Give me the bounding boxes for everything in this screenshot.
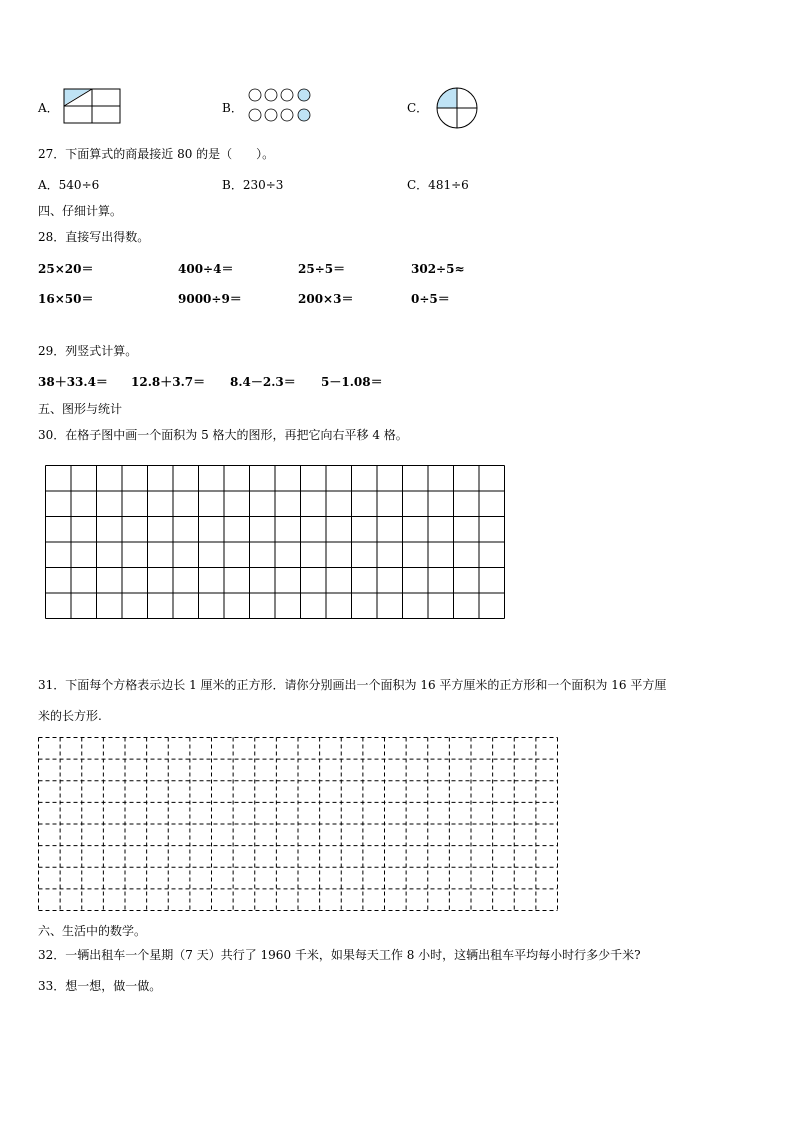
q27-option-a: A．540÷6 (38, 178, 100, 192)
q26-option-a-figure (63, 88, 121, 124)
q28-item: 9000÷9＝ (178, 292, 242, 306)
q26-option-a-label: A． (38, 101, 59, 115)
q30-solid-grid[interactable] (45, 465, 505, 619)
q29-item: 12.8＋3.7＝ (131, 375, 206, 389)
q26-a-shaded-triangle (64, 89, 91, 105)
q29-item: 5－1.08＝ (321, 375, 383, 389)
q26-option-b-figure (248, 88, 314, 124)
q31-dashed-grid[interactable] (38, 737, 558, 911)
q31-question-line-2: 米的长方形. (38, 709, 102, 723)
q28-question: 28．直接写出得数。 (38, 230, 150, 244)
q31-question-line-1: 31．下面每个方格表示边长 1 厘米的正方形．请你分别画出一个面积为 16 平方厘米的正方形和一个面积为 16 平方厘 (38, 678, 667, 692)
q26-b-shaded-circle-2 (298, 109, 310, 121)
q33-question: 33．想一想，做一做。 (38, 979, 162, 993)
section-5-title: 五、图形与统计 (38, 402, 123, 416)
q26-b-shaded-circle-1 (298, 89, 310, 101)
q28-item: 0÷5＝ (411, 292, 450, 306)
q30-question: 30．在格子图中画一个面积为 5 格大的图形，再把它向右平移 4 格。 (38, 428, 408, 442)
q28-item: 25×20＝ (38, 262, 94, 276)
q29-item: 38＋33.4＝ (38, 375, 108, 389)
q29-item: 8.4－2.3＝ (230, 375, 296, 389)
q28-item: 200×3＝ (298, 292, 354, 306)
q32-question: 32．一辆出租车一个星期（7 天）共行了 1960 千米，如果每天工作 8 小时，这辆出租车平均每小时行多少千米? (38, 948, 641, 962)
q26-option-c-label: C． (407, 101, 429, 115)
q26-option-c-figure (435, 86, 479, 130)
q28-item: 302÷5≈ (411, 262, 465, 276)
q27-option-b: B．230÷3 (222, 178, 284, 192)
q27-option-c: C．481÷6 (407, 178, 469, 192)
q28-item: 25÷5＝ (298, 262, 346, 276)
q29-question: 29．列竖式计算。 (38, 344, 138, 358)
section-6-title: 六、生活中的数学。 (38, 924, 147, 938)
q28-item: 400÷4＝ (178, 262, 234, 276)
q27-question: 27．下面算式的商最接近 80 的是（ ）。 (38, 147, 275, 161)
q26-option-b-label: B． (222, 101, 243, 115)
q28-item: 16×50＝ (38, 292, 94, 306)
section-4-title: 四、仔细计算。 (38, 204, 123, 218)
